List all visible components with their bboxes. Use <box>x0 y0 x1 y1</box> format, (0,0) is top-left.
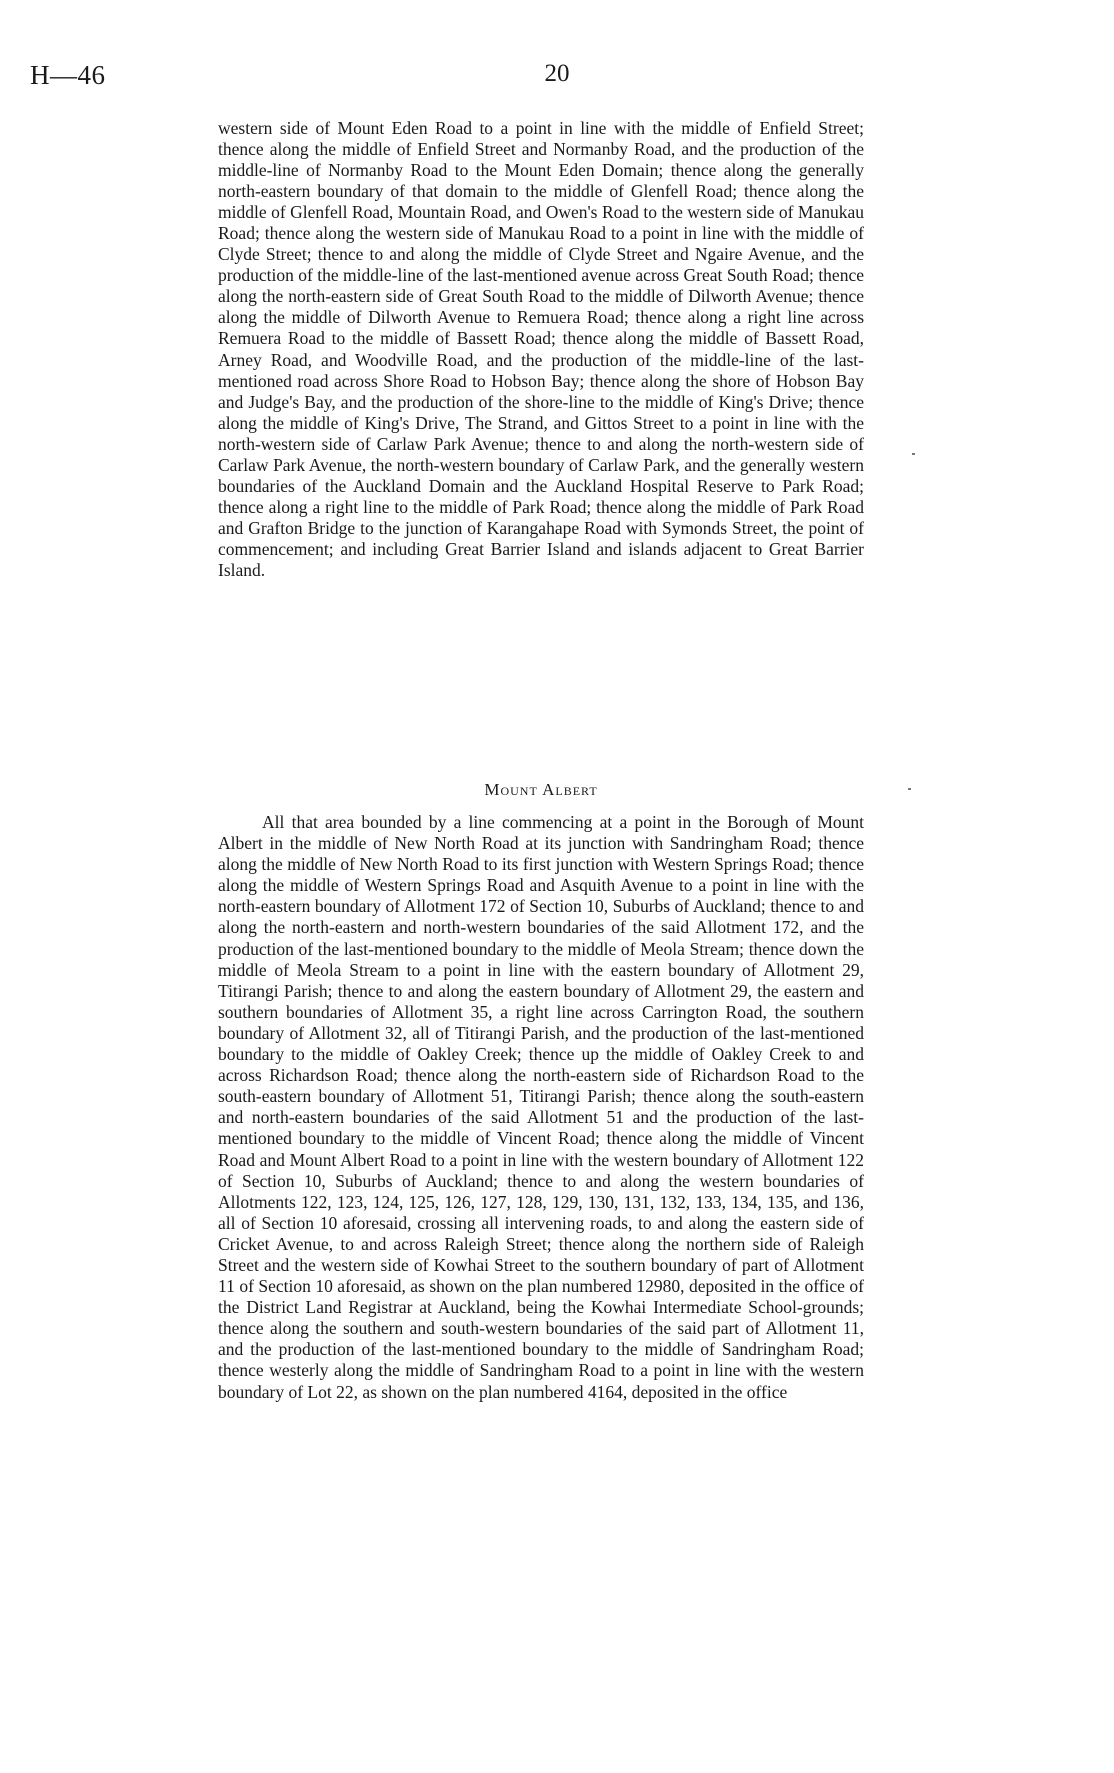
document-reference: H—46 <box>30 60 106 90</box>
section-heading-mount-albert: Mount Albert <box>484 780 598 799</box>
paragraph-mount-albert-boundary: All that area bounded by a line commencing at a point in the Borough of Mount Albert in the middle of New North Road at its junction with Sandringham Road; thence along the middle of New North Road to its first junction with Western Springs Road; thence along the middle of Western Springs Road and Asquith Avenue to a point in line with the north-eastern boundary of Allotment 172 of Section 10, Suburbs of Auckland; thence to and along the north-eastern and north-western boundaries of the said Allotment 172, and the production of the last-mentioned boundary to the middle of Meola Stream; thence down the middle of Meola Stream to a point in line with the eastern boundary of Allotment 29, Titirangi Parish; thence to and along the eastern boundary of Allotment 29, the eastern and southern boundaries of Allotment 35, a right line across Carrington Road, the southern boundary of Allotment 32, all of Titirangi Parish, and the production of the last-mentioned boundary to the middle of Oakley Creek; thence up the middle of Oakley Creek to and across Richardson Road; thence along the north-eastern side of Richardson Road to the south-eastern boundary of Allotment 51, Titirangi Parish; thence along the south-eastern and north-eastern boundaries of the said Allotment 51 and the production of the last-mentioned boundary to the middle of Vincent Road; thence along the middle of Vincent Road and Mount Albert Road to a point in line with the western boundary of Allotment 122 of Section 10, Suburbs of Auckland; thence to and along the western boundaries of Allotments 122, 123, 124, 125, 126, 127, 128, 129, 130, 131, 132, 133, 134, 135, and 136, all of Section 10 aforesaid, crossing all intervening roads, to and along the eastern side of Cricket Avenue, to and across Raleigh Street; thence along the northern side of Raleigh Street and the western side of Kowhai Street to the southern boundary of part of Allotment 11 of Section 10 aforesaid, as shown on the plan numbered 12980, deposited in the office of the District Land Registrar at Auckland, being the Kowhai Intermediate School-grounds; thence along the southern and south-western boundaries of the said part of Allotment 11, and the production of the last-mentioned boundary to the middle of Sandringham Road; thence westerly along the middle of Sandringham Road to a point in line with the western boundary of Lot 22, as shown on the plan numbered 4164, deposited in the office <box>218 812 864 1402</box>
page-number: 20 <box>544 60 570 87</box>
body-text-mount-albert <box>218 812 864 1403</box>
paragraph-boundary-continued: western side of Mount Eden Road to a point in line with the middle of Enfield Street; thence along the middle of Enfield Street and Normanby Road, and the production of the middle-line of Normanby Road to the Mount Eden Domain; thence along the generally north-eastern boundary of that domain to the middle of Glenfell Road; thence along the middle of Glenfell Road, Mountain Road, and Owen's Road to the western side of Manukau Road; thence along the western side of Manukau Road to a point in line with the middle of Clyde Street; thence to and along the middle of Clyde Street and Ngaire Avenue, and the production of the middle-line of the last-mentioned avenue across Great South Road; thence along the north-eastern side of Great South Road to the middle of Dilworth Avenue; thence along the middle of Dilworth Avenue to Remuera Road; thence along a right line across Remuera Road to the middle of Bassett Road; thence along the middle of Bassett Road, Arney Road, and Woodville Road, and the production of the middle-line of the last-mentioned road across Shore Road to Hobson Bay; thence along the shore of Hobson Bay and Judge's Bay, and the production of the shore-line to the middle of King's Drive; thence along the middle of King's Drive, The Strand, and Gittos Street to a point in line with the north-western side of Carlaw Park Avenue; thence to and along the north-western side of Carlaw Park Avenue, the north-western boundary of Carlaw Park, and the generally western boundaries of the Auckland Domain and the Auckland Hospital Reserve to Park Road; thence along a right line to the middle of Park Road; thence along the middle of Park Road and Grafton Bridge to the junction of Karangahape Road with Symonds Street, the point of commencement; and including Great Barrier Island and islands adjacent to Great Barrier Island. <box>218 118 864 580</box>
margin-mark <box>912 453 915 455</box>
body-text-continued <box>218 118 864 581</box>
margin-mark <box>908 788 911 790</box>
